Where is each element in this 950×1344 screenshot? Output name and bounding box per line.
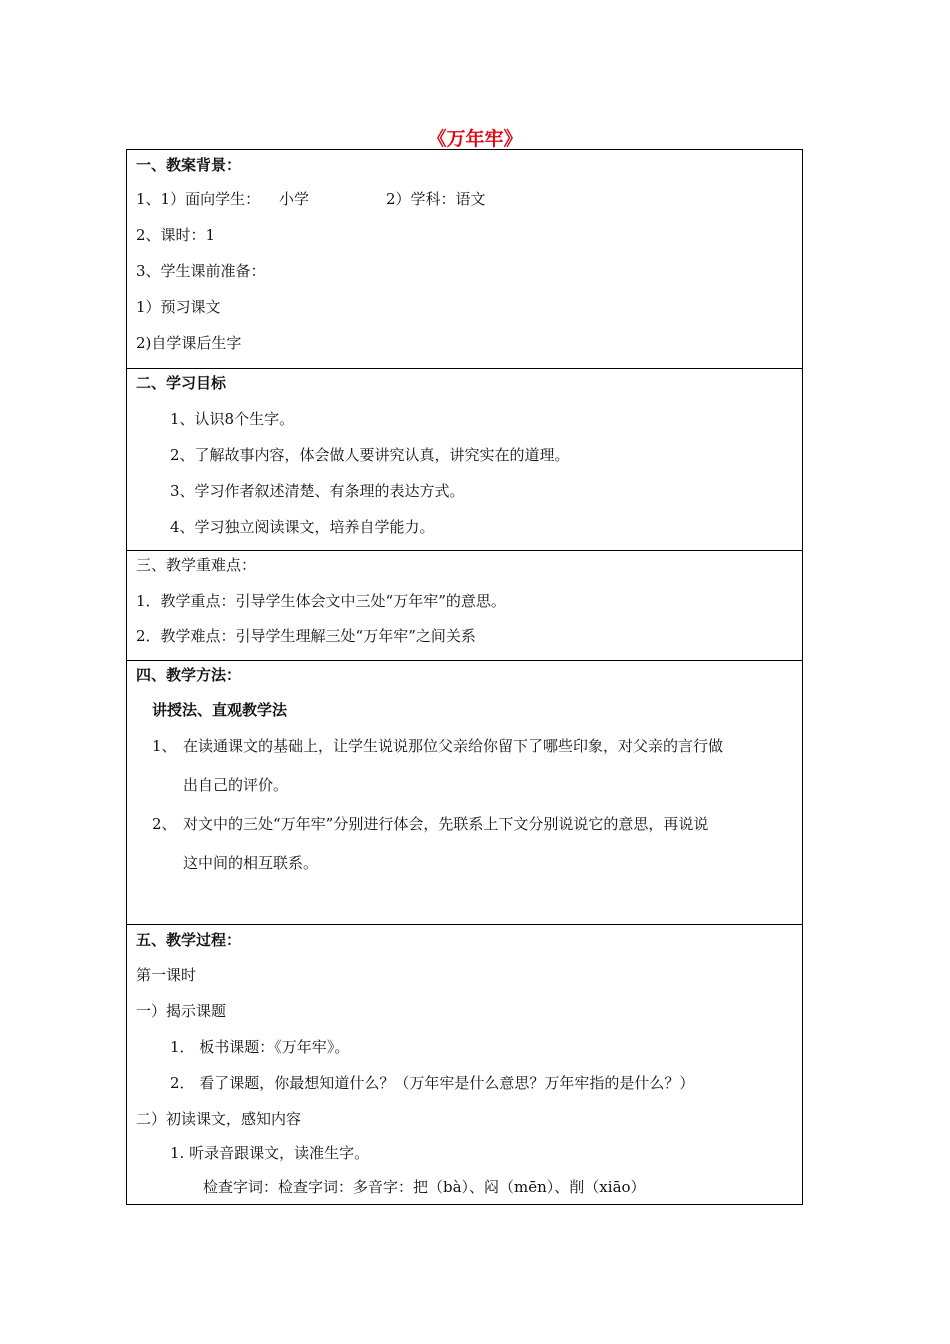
list-number: 1、 <box>152 737 177 755</box>
step-item: 1． 板书课题：《万年牢》。 <box>170 1038 350 1056</box>
method-summary: 讲授法、直观教学法 <box>152 701 288 719</box>
list-item: 1、认识8个生字。 <box>170 410 295 428</box>
page-title: 《万年牢》 <box>427 128 523 150</box>
section-heading: 五、教学过程： <box>136 931 242 949</box>
step-item: 2． 看了课题，你最想知道什么？（万年牢是什么意思？万年牢指的是什么？） <box>170 1074 695 1092</box>
class-hours: 2、课时：1 <box>136 226 216 244</box>
section-methods <box>127 660 802 925</box>
section-heading: 一、教案背景： <box>136 156 242 174</box>
section-key-points <box>127 550 802 661</box>
section-heading: 二、学习目标 <box>136 374 227 392</box>
preparation-label: 3、学生课前准备： <box>136 262 266 280</box>
audience-label: 1、1）面向学生： <box>136 190 261 208</box>
section-background <box>127 150 802 368</box>
section-heading: 三、教学重难点： <box>136 556 257 574</box>
preparation-item: 2)自学课后生字 <box>136 334 242 352</box>
list-item: 1．教学重点：引导学生体会文中三处“万年牢”的意思。 <box>136 592 506 610</box>
list-item: 2、了解故事内容，体会做人要讲究认真，讲究实在的道理。 <box>170 446 570 464</box>
section-objectives <box>127 368 802 551</box>
list-item: 在读通课文的基础上，让学生说说那位父亲给你留下了哪些印象，对父亲的言行做 <box>183 737 724 755</box>
step-item: 1. 听录音跟课文，读准生字。 <box>170 1144 370 1162</box>
step-heading: 二）初读课文，感知内容 <box>136 1110 302 1128</box>
lesson-plan-table <box>126 149 803 1205</box>
list-item-continuation: 出自己的评价。 <box>183 776 289 794</box>
subject-label: 2）学科：语文 <box>386 190 486 208</box>
step-heading: 一）揭示课题 <box>136 1002 227 1020</box>
preparation-item: 1）预习课文 <box>136 298 221 316</box>
section-process <box>127 924 802 1205</box>
list-item: 4、学习独立阅读课文，培养自学能力。 <box>170 518 435 536</box>
lesson-label: 第一课时 <box>136 966 197 984</box>
list-item-continuation: 这中间的相互联系。 <box>183 854 319 872</box>
section-heading: 四、教学方法： <box>136 666 242 684</box>
list-item: 3、学习作者叙述清楚、有条理的表达方式。 <box>170 482 465 500</box>
list-item: 对文中的三处“万年牢”分别进行体会，先联系上下文分别说说它的意思，再说说 <box>183 815 709 833</box>
list-number: 2、 <box>152 815 177 833</box>
audience-value: 小学 <box>279 190 310 208</box>
list-item: 2．教学难点：引导学生理解三处“万年牢”之间关系 <box>136 627 476 645</box>
step-detail: 检查字词：检查字词：多音字：把（bà）、闷（mēn）、削（xiāo） <box>203 1178 646 1196</box>
